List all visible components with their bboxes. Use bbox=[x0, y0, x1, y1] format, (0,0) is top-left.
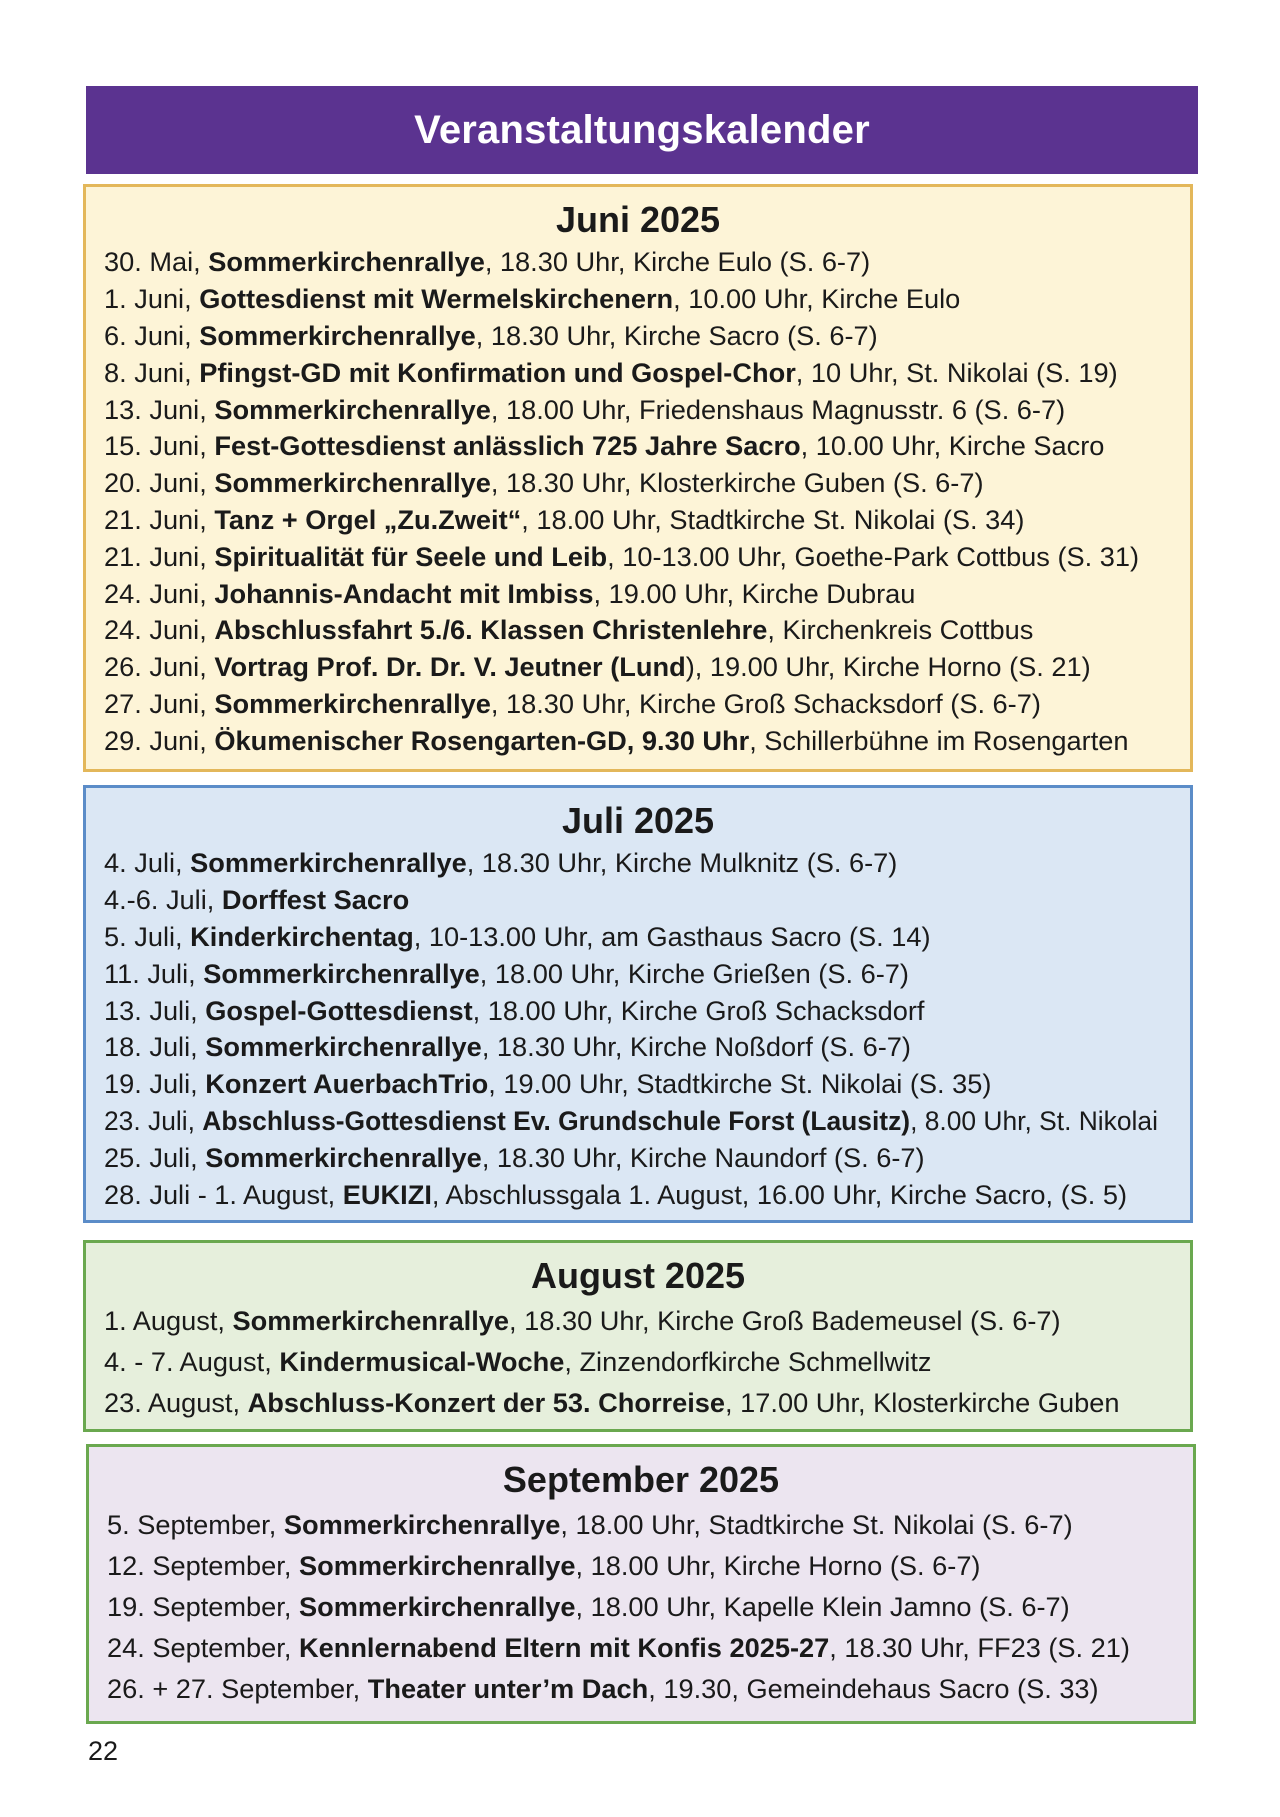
event-details: , 18.30 Uhr, Kirche Sacro (S. 6-7) bbox=[475, 319, 878, 351]
event-date: 23. Juli, bbox=[104, 1105, 203, 1136]
event-item bbox=[104, 1177, 1172, 1214]
event-date: 26. + 27. September, bbox=[107, 1673, 368, 1705]
event-date: 1. Juni, bbox=[104, 283, 200, 315]
event-date: 4. - 7. August, bbox=[104, 1346, 280, 1378]
event-title: Gospel-Gottesdienst bbox=[205, 994, 473, 1026]
event-details: , Schillerbühne im Rosengarten bbox=[749, 724, 1129, 756]
event-title: Sommerkirchenrallye bbox=[298, 1550, 576, 1582]
event-date: 4.-6. Juli, bbox=[104, 884, 222, 916]
event-item bbox=[104, 428, 1172, 465]
event-details: , 18.00 Uhr, Stadtkirche St. Nikolai (S. 34) bbox=[521, 503, 1025, 535]
month-heading: Juli 2025 bbox=[561, 800, 715, 841]
event-details: , 17.00 Uhr, Klosterkirche Guben bbox=[725, 1387, 1120, 1419]
event-date: 21. Juni, bbox=[104, 503, 215, 535]
event-item bbox=[107, 1627, 1175, 1668]
event-details: , 18.00 Uhr, Kirche Groß Schacksdorf bbox=[472, 994, 925, 1026]
event-title: Fest-Gottesdienst anlässlich 725 Jahre Sacro bbox=[214, 430, 801, 462]
event-date: 4. Juli, bbox=[104, 847, 191, 879]
event-item bbox=[104, 465, 1172, 502]
event-title: Sommerkirchenrallye bbox=[214, 467, 491, 499]
page-number: 22 bbox=[88, 1736, 119, 1766]
event-details: , 19.00 Uhr, Stadtkirche St. Nikolai (S. 35) bbox=[488, 1068, 992, 1100]
event-list bbox=[104, 845, 1172, 1213]
event-date: 25. Juli, bbox=[104, 1141, 206, 1173]
month-heading: August 2025 bbox=[530, 1255, 746, 1296]
event-date: 30. Mai, bbox=[104, 246, 209, 278]
event-title: Sommerkirchenrallye bbox=[298, 1591, 576, 1623]
event-date: 12. September, bbox=[107, 1550, 299, 1582]
event-title: Kennlernabend Eltern mit Konfis 2025-27 bbox=[298, 1632, 830, 1664]
month-section-juni bbox=[83, 184, 1193, 772]
event-date: 29. Juni, bbox=[104, 724, 215, 756]
event-details: , 18.30 Uhr, Kirche Noßdorf (S. 6-7) bbox=[481, 1031, 911, 1063]
event-item bbox=[104, 1140, 1172, 1177]
event-date: 20. Juni, bbox=[104, 467, 215, 499]
event-title: Ökumenischer Rosengarten-GD, 9.30 Uhr bbox=[214, 724, 750, 756]
event-title: Abschluss-Gottesdienst Ev. Grundschule Forst (Lausitz) bbox=[202, 1105, 911, 1136]
event-title: Spiritualität für Seele und Leib bbox=[214, 540, 608, 572]
event-item bbox=[104, 576, 1172, 613]
event-date: 11. Juli, bbox=[104, 957, 204, 989]
event-details: , 18.30 Uhr, Kirche Groß Schacksdorf (S. 6-7) bbox=[490, 687, 1041, 719]
event-item bbox=[104, 1300, 1172, 1341]
event-details: , 18.00 Uhr, Stadtkirche St. Nikolai (S. 6-7) bbox=[560, 1509, 1073, 1541]
event-date: 19. September, bbox=[107, 1591, 299, 1623]
month-section-juli bbox=[83, 785, 1193, 1223]
event-title: Sommerkirchenrallye bbox=[190, 847, 467, 879]
event-title: EUKIZI bbox=[342, 1178, 432, 1210]
event-item bbox=[107, 1586, 1175, 1627]
event-date: 23. August, bbox=[104, 1387, 248, 1419]
event-item bbox=[104, 1382, 1172, 1423]
month-section-august bbox=[83, 1240, 1193, 1432]
event-date: 15. Juni, bbox=[104, 430, 215, 462]
event-item bbox=[104, 882, 1172, 919]
event-date: 27. Juni, bbox=[104, 687, 215, 719]
event-details: , 18.00 Uhr, Kirche Horno (S. 6-7) bbox=[575, 1550, 981, 1582]
month-heading: September 2025 bbox=[502, 1459, 780, 1500]
event-title: Abschlussfahrt 5./6. Klassen Christenlehre bbox=[214, 614, 768, 646]
event-item bbox=[104, 845, 1172, 882]
event-title: Sommerkirchenrallye bbox=[199, 319, 476, 351]
event-date: 21. Juni, bbox=[104, 540, 215, 572]
event-title: Sommerkirchenrallye bbox=[205, 1141, 482, 1173]
event-title: Kindermusical-Woche bbox=[279, 1346, 565, 1378]
event-list bbox=[104, 1300, 1172, 1423]
event-item bbox=[104, 686, 1172, 723]
event-details: , 19.00 Uhr, Kirche Dubrau bbox=[593, 577, 916, 609]
event-title: Johannis-Andacht mit Imbiss bbox=[214, 577, 594, 609]
event-date: 24. Juni, bbox=[104, 614, 215, 646]
event-item bbox=[104, 355, 1172, 392]
event-details: , Kirchenkreis Cottbus bbox=[767, 614, 1034, 646]
event-item bbox=[104, 956, 1172, 993]
month-section-september bbox=[86, 1444, 1196, 1724]
event-details: , 18.00 Uhr, Kapelle Klein Jamno (S. 6-7) bbox=[575, 1591, 1070, 1623]
event-details: , 10-13.00 Uhr, am Gasthaus Sacro (S. 14) bbox=[413, 920, 931, 952]
event-date: 24. Juni, bbox=[104, 577, 215, 609]
event-item bbox=[107, 1545, 1175, 1586]
event-title: Sommerkirchenrallye bbox=[203, 957, 480, 989]
event-list bbox=[104, 244, 1172, 759]
event-title: Sommerkirchenrallye bbox=[208, 246, 485, 278]
event-item bbox=[104, 244, 1172, 281]
event-item bbox=[104, 919, 1172, 956]
event-details: ), 19.00 Uhr, Kirche Horno (S. 21) bbox=[685, 651, 1091, 683]
event-date: 18. Juli, bbox=[104, 1031, 206, 1063]
event-details: , 18.30 Uhr, Klosterkirche Guben (S. 6-7) bbox=[490, 467, 984, 499]
event-details: , 18.00 Uhr, Kirche Grießen (S. 6-7) bbox=[479, 957, 909, 989]
event-item bbox=[104, 723, 1172, 760]
event-title: Kinderkirchentag bbox=[190, 920, 414, 952]
event-date: 5. September, bbox=[107, 1509, 284, 1541]
event-date: 24. September, bbox=[107, 1632, 299, 1664]
event-title: Tanz + Orgel „Zu.Zweit“ bbox=[214, 503, 522, 535]
event-list bbox=[107, 1504, 1175, 1709]
event-item bbox=[104, 649, 1172, 686]
event-title: Sommerkirchenrallye bbox=[283, 1509, 561, 1541]
event-item bbox=[104, 1066, 1172, 1103]
event-title: Sommerkirchenrallye bbox=[232, 1305, 510, 1337]
event-date: 13. Juni, bbox=[104, 393, 215, 425]
event-details: , 19.30, Gemeindehaus Sacro (S. 33) bbox=[648, 1673, 1099, 1705]
month-heading: Juni 2025 bbox=[555, 199, 721, 240]
event-item bbox=[104, 539, 1172, 576]
event-date: 6. Juni, bbox=[104, 319, 200, 351]
event-date: 28. Juli - 1. August, bbox=[104, 1178, 343, 1210]
event-item bbox=[107, 1504, 1175, 1545]
event-title: Sommerkirchenrallye bbox=[214, 393, 491, 425]
event-item bbox=[104, 318, 1172, 355]
event-item bbox=[104, 1029, 1172, 1066]
event-date: 8. Juni, bbox=[104, 356, 200, 388]
event-title: Theater unter’m Dach bbox=[367, 1673, 649, 1705]
event-title: Vortrag Prof. Dr. Dr. V. Jeutner (Lund bbox=[214, 651, 686, 683]
event-details: , 18.30 Uhr, Kirche Naundorf (S. 6-7) bbox=[481, 1141, 925, 1173]
event-item bbox=[107, 1668, 1175, 1709]
event-date: 13. Juli, bbox=[104, 994, 206, 1026]
event-details: , Zinzendorfkirche Schmellwitz bbox=[564, 1346, 932, 1378]
event-item bbox=[104, 1341, 1172, 1382]
event-title: Abschluss-Konzert der 53. Chorreise bbox=[247, 1387, 726, 1419]
event-date: 1. August, bbox=[104, 1305, 233, 1337]
event-details: , 10.00 Uhr, Kirche Eulo bbox=[673, 283, 961, 315]
event-details: , 18.30 Uhr, FF23 (S. 21) bbox=[829, 1632, 1130, 1664]
event-date: 26. Juni, bbox=[104, 651, 215, 683]
event-date: 19. Juli, bbox=[104, 1068, 206, 1100]
event-title: Pfingst-GD mit Konfirmation und Gospel-Chor bbox=[199, 356, 796, 388]
event-title: Konzert AuerbachTrio bbox=[205, 1068, 489, 1100]
event-item bbox=[104, 281, 1172, 318]
event-details: , 18.30 Uhr, Kirche Groß Bademeusel (S. 6-7) bbox=[509, 1305, 1061, 1337]
event-details: , 18.00 Uhr, Friedenshaus Magnusstr. 6 (S. 6-7) bbox=[490, 393, 1066, 425]
event-item bbox=[104, 612, 1172, 649]
event-item bbox=[104, 502, 1172, 539]
event-date: 5. Juli, bbox=[104, 920, 191, 952]
event-details: , 10.00 Uhr, Kirche Sacro bbox=[800, 430, 1105, 462]
event-item bbox=[104, 993, 1172, 1030]
event-details: , 10 Uhr, St. Nikolai (S. 19) bbox=[795, 356, 1118, 388]
event-item bbox=[104, 1103, 1172, 1140]
event-item bbox=[104, 392, 1172, 429]
event-details: , 8.00 Uhr, St. Nikolai bbox=[910, 1105, 1158, 1136]
event-title: Sommerkirchenrallye bbox=[205, 1031, 482, 1063]
event-title: Dorffest Sacro bbox=[221, 884, 410, 916]
event-details: , 18.30 Uhr, Kirche Eulo (S. 6-7) bbox=[484, 246, 871, 278]
event-details: , Abschlussgala 1. August, 16.00 Uhr, Kirche Sacro, (S. 5) bbox=[431, 1178, 1128, 1210]
event-details: , 18.30 Uhr, Kirche Mulknitz (S. 6-7) bbox=[466, 847, 898, 879]
page-title: Veranstaltungskalender bbox=[86, 86, 1198, 174]
event-title: Gottesdienst mit Wermelskirchenern bbox=[199, 283, 674, 315]
event-title: Sommerkirchenrallye bbox=[214, 687, 491, 719]
event-details: , 10-13.00 Uhr, Goethe-Park Cottbus (S. 31) bbox=[607, 540, 1140, 572]
